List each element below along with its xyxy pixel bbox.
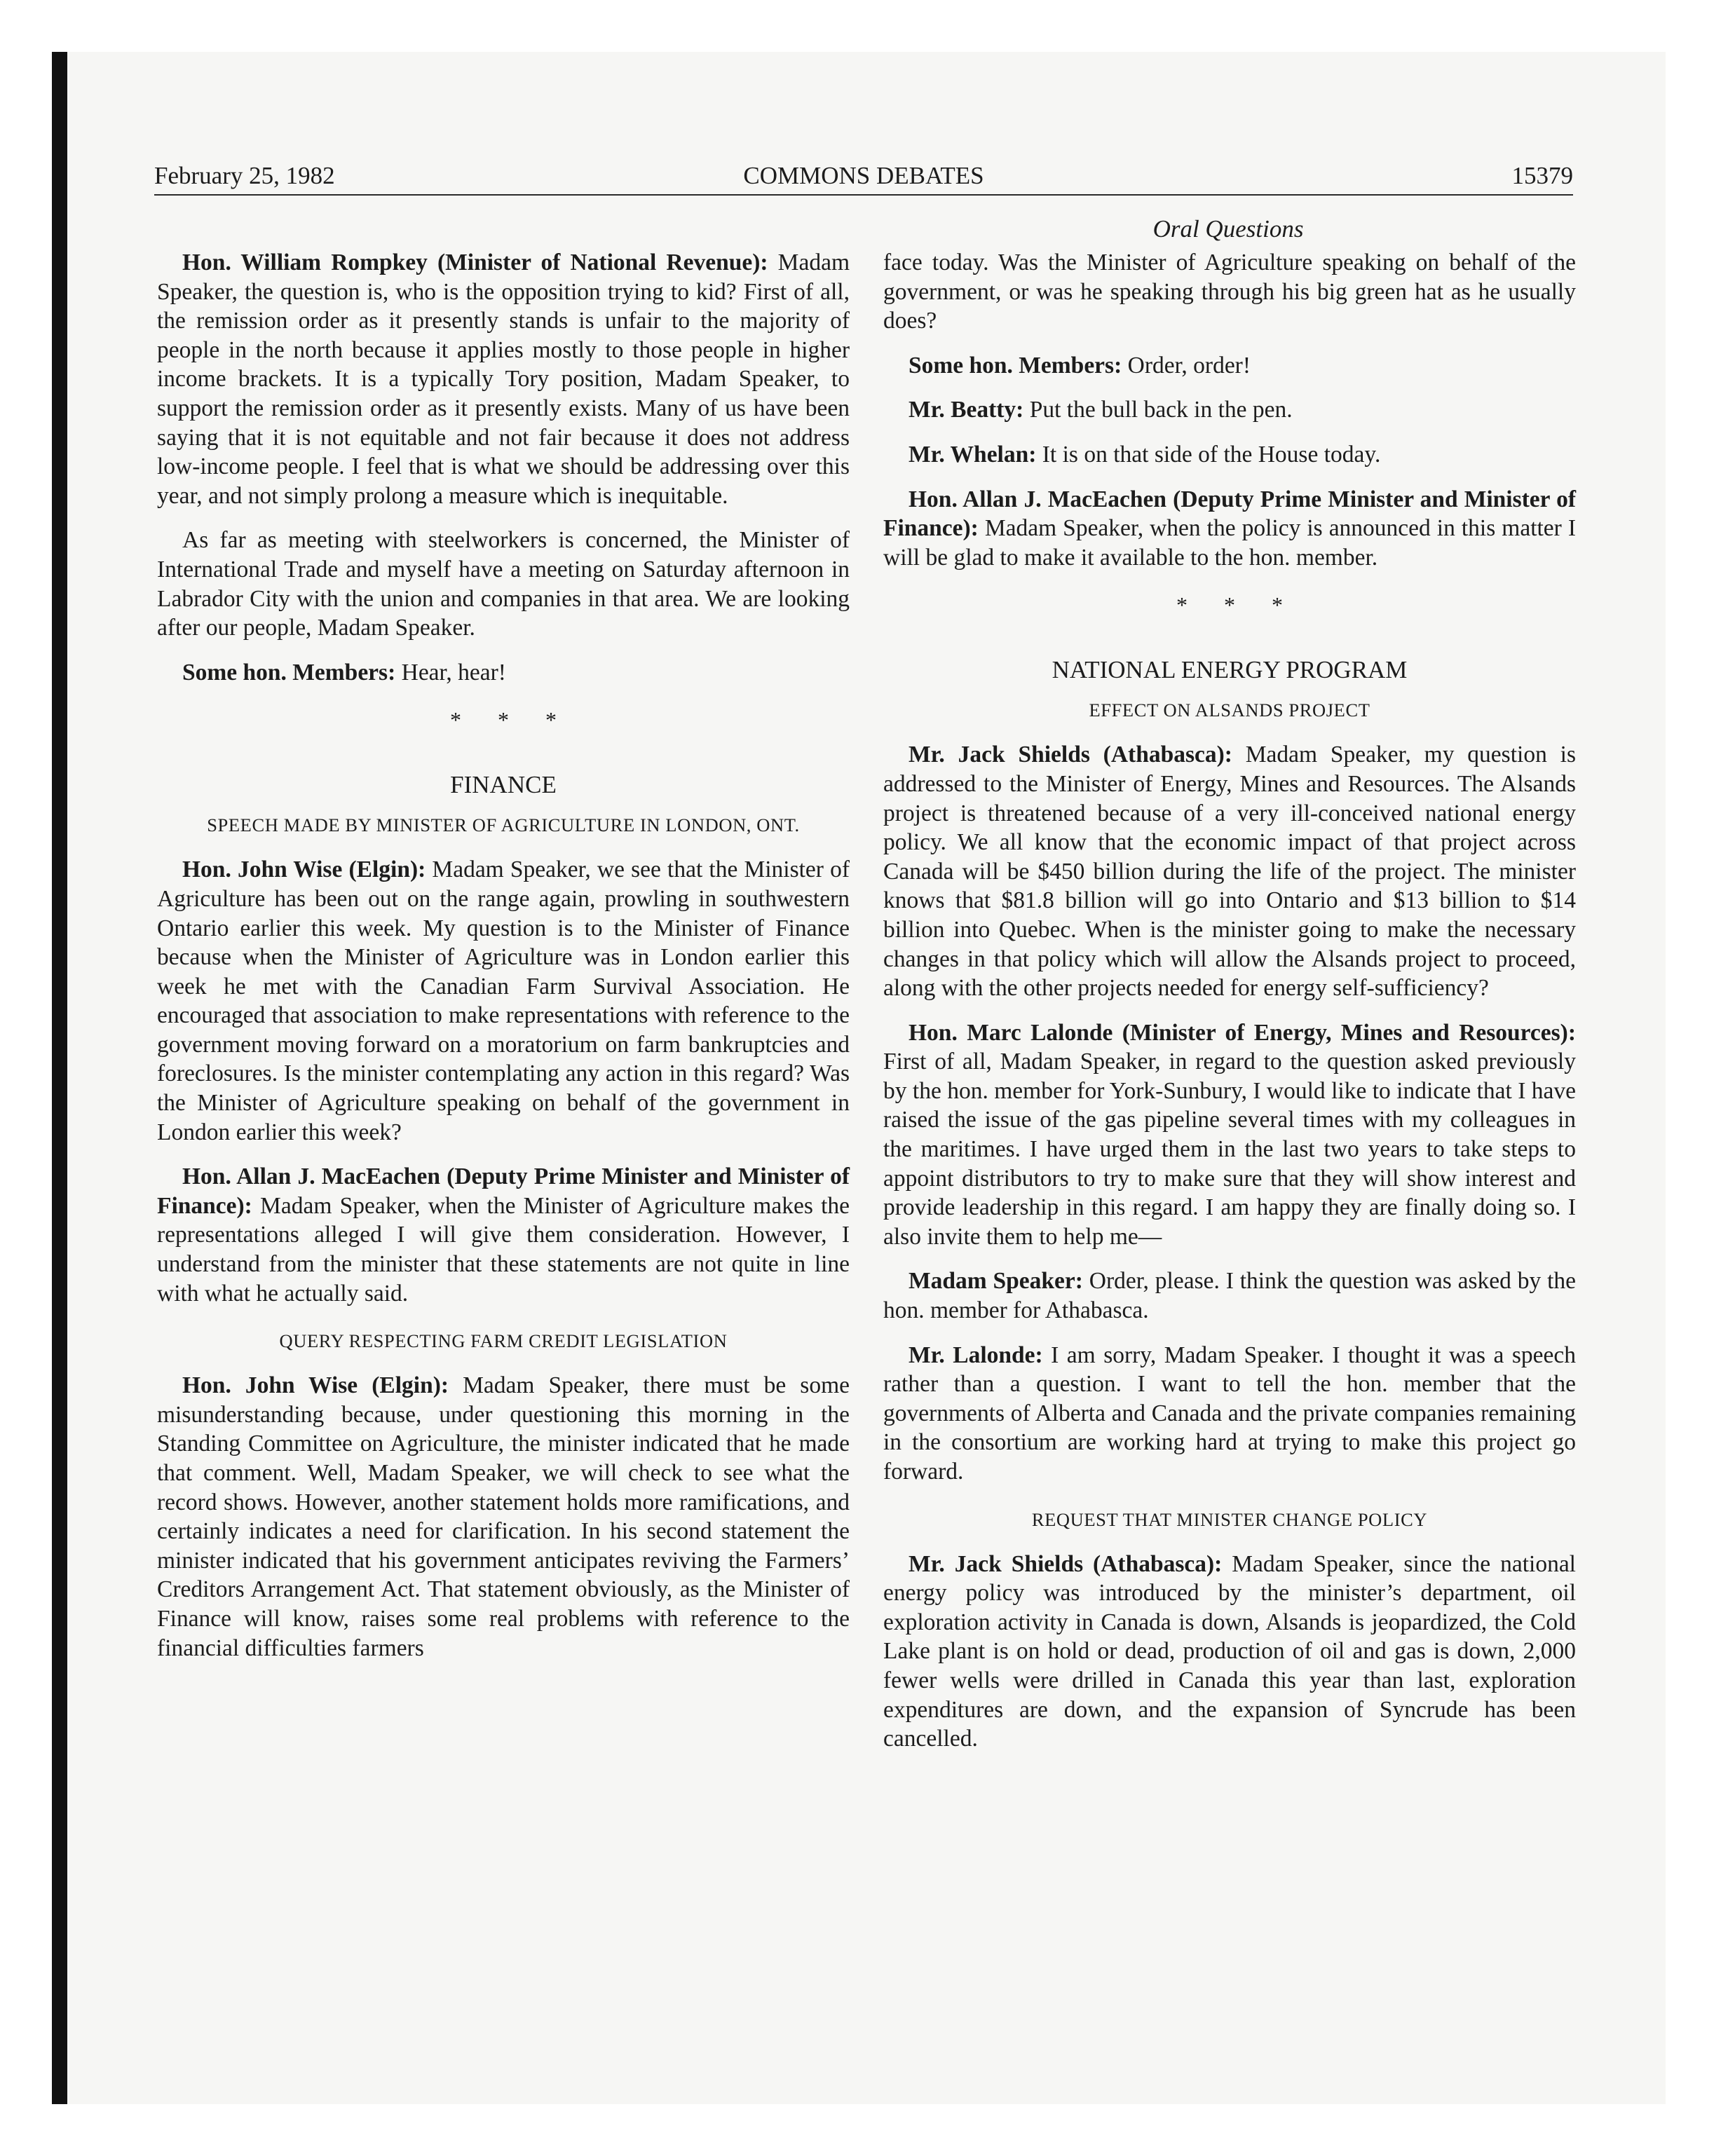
paragraph-lalonde-2 xyxy=(883,1341,1576,1487)
speaker-name: Hon. Marc Lalonde (Minister of Energy, Mines and Resources): xyxy=(909,1019,1576,1046)
speech-text: First of all, Madam Speaker, in regard to the question asked previously by the hon. member for York-Sunbury, I would like to indicate that I have raised the issue of the gas pipeline several times with my colleagues in the maritimes. I have urged them in the last two years to take steps to appoint distributors to try to make sure that they will show interest and provide leadership in this regard. I am happy they are finally doing so. I also invite them to help me— xyxy=(883,1049,1576,1250)
speech-text: Madam Speaker, since the national energy policy was introduced by the minister’s department, oil exploration activity in Canada is down, Alsands is jeopardized, the Cold Lake plant is on hold or dead, production of oil and gas is down, 2,000 fewer wells were drilled in Canada this year than last, exploration expenditures are down, and the expansion of Syncrude has been cancelled. xyxy=(883,1550,1576,1752)
speech-text: Hear, hear! xyxy=(395,659,506,685)
left-column xyxy=(157,248,850,1678)
speaker-name: Mr. Jack Shields (Athabasca): xyxy=(909,742,1232,768)
speaker-name: Some hon. Members: xyxy=(182,659,396,685)
speaker-name: Hon. John Wise (Elgin): xyxy=(182,857,426,883)
paragraph-beatty xyxy=(883,395,1576,425)
paragraph-shields-2 xyxy=(883,1550,1576,1754)
section-title: Oral Questions xyxy=(1152,215,1304,243)
paragraph-maceachen-2 xyxy=(883,485,1576,573)
speaker-name: Hon. Allan J. MacEachen (Deputy Prime Minister and Minister of Finance): xyxy=(157,1164,850,1219)
speech-text: It is on that side of the House today. xyxy=(1036,441,1381,468)
paragraph-whelan xyxy=(883,440,1576,470)
paragraph-continued: face today. Was the Minister of Agriculture speaking on behalf of the government, or was he speaking through his big green hat as he usually does? xyxy=(883,250,1576,334)
paragraph-shields-1 xyxy=(883,740,1576,1002)
speaker-name: Hon. Allan J. MacEachen (Deputy Prime Minister and Minister of Finance): xyxy=(883,486,1576,542)
paragraph-rompkey xyxy=(157,248,850,510)
speaker-name: Mr. Beatty: xyxy=(909,397,1024,423)
paragraph-wise-2 xyxy=(157,1371,850,1663)
subheading-alsands: EFFECT ON ALSANDS PROJECT xyxy=(1089,700,1370,721)
speech-text: Madam Speaker, there must be some misunderstanding because, under questioning this morning in the Standing Committee on Agriculture, the minister indicated that he made that comment. Well, Madam Speaker, we will check to see what the record shows. However, another statement holds more ramifications, and certainly indicates a need for clarification. In his second statement the minister indicated that his government anticipates reviving the Farmers’ Creditors Arrangement Act. That statement obviously, as the Minister of Finance will know, raises some real problems with reference to the financial difficulties farmers xyxy=(157,1372,850,1661)
section-break-stars: * * * xyxy=(450,707,572,733)
paragraph-members-1 xyxy=(157,658,850,688)
speaker-name: Some hon. Members: xyxy=(909,352,1122,378)
binding-edge xyxy=(52,52,67,2104)
heading-finance: FINANCE xyxy=(450,771,557,799)
speech-text: Madam Speaker, the question is, who is the opposition trying to kid? First of all, the remission order as it presently stands is unfair to the majority of people in the north because it applies mostly to those people in higher income brackets. It is a typically Tory position, Madam Speaker, to support the remission order as it presently exists. Many of us have been saying that it is not equitable and not fair because it does not address low-income people. I feel that is what we should be addressing over this year, and not simply prolong a measure which is inequitable. xyxy=(157,250,850,509)
speech-text: Madam Speaker, we see that the Minister of Agriculture has been out on the range again, prowling in southwestern Ontario earlier this week. My question is to the Minister of Finance because when the Minister of Agriculture was in London earlier this week he met with the Canadian Farm Survival Association. He encouraged that association to make representations with reference to the government moving forward on a moratorium on farm bankruptcies and foreclosures. Is the minister contemplating any action in this regard? Was the Minister of Agriculture speaking on behalf of the government in London earlier this week? xyxy=(157,857,850,1145)
speech-text: Madam Speaker, my question is addressed to the Minister of Energy, Mines and Resources. The Alsands project is threatened because of a very ill-conceived national energy policy. We all know that the economic impact of that project across Canada will be $450 billion during the life of the project. The minister knows that $81.8 billion will go into Ontario and $13 billion to $14 billion into Quebec. When is the minister going to make the necessary changes in that policy which will allow the Alsands project to proceed, along with the other projects needed for energy self-sufficiency? xyxy=(883,742,1576,1002)
right-column xyxy=(883,248,1576,1769)
heading-national-energy-program: NATIONAL ENERGY PROGRAM xyxy=(1052,656,1408,684)
paragraph-members-2 xyxy=(883,351,1576,381)
paragraph-maceachen-1 xyxy=(157,1162,850,1308)
speaker-name: Mr. Lalonde: xyxy=(909,1342,1043,1368)
speech-text: Order, order! xyxy=(1122,352,1251,378)
subheading-london-speech: SPEECH MADE BY MINISTER OF AGRICULTURE IN LONDON, ONT. xyxy=(207,814,800,836)
header-journal-title: COMMONS DEBATES xyxy=(743,162,984,189)
speaker-name: Madam Speaker: xyxy=(909,1268,1083,1295)
header-date: February 25, 1982 xyxy=(154,162,335,189)
running-head xyxy=(154,158,1573,193)
speaker-name: Mr. Whelan: xyxy=(909,441,1037,468)
speech-text: Put the bull back in the pen. xyxy=(1023,397,1293,423)
speech-text: Madam Speaker, when the policy is announced in this matter I will be glad to make it available to the hon. member. xyxy=(883,515,1576,571)
paragraph-rompkey-continued: As far as meeting with steelworkers is concerned, the Minister of International Trade and myself have a meeting on Saturday afternoon in Labrador City with the union and companies in that area. We are looking after our people, Madam Speaker. xyxy=(157,527,850,641)
subheading-farm-credit: QUERY RESPECTING FARM CREDIT LEGISLATION xyxy=(279,1330,728,1352)
paragraph-wise-1 xyxy=(157,855,850,1147)
speaker-name: Hon. John Wise (Elgin): xyxy=(182,1372,449,1399)
paragraph-madam-speaker xyxy=(883,1267,1576,1325)
header-page-number: 15379 xyxy=(1511,162,1573,189)
speech-text: Madam Speaker, when the Minister of Agriculture makes the representations alleged I will give them consideration. However, I understand from the minister that these statements are not quite in line with what he actually said. xyxy=(157,1192,850,1306)
speech-text: Order, please. I think the question was asked by the hon. member for Athabasca. xyxy=(883,1268,1577,1324)
subheading-change-policy: REQUEST THAT MINISTER CHANGE POLICY xyxy=(1031,1508,1428,1530)
paragraph-lalonde-1 xyxy=(883,1018,1576,1252)
speaker-name: Mr. Jack Shields (Athabasca): xyxy=(909,1550,1223,1577)
section-break-stars: * * * xyxy=(1176,592,1298,618)
speech-text: I am sorry, Madam Speaker. I thought it was a speech rather than a question. I want to tell the hon. member that the governments of Alberta and Canada and the private companies remaining in the consortium are working hard at trying to make this project go forward. xyxy=(883,1342,1576,1485)
speaker-name: Hon. William Rompkey (Minister of National Revenue): xyxy=(182,250,768,275)
header-rule xyxy=(154,194,1573,196)
